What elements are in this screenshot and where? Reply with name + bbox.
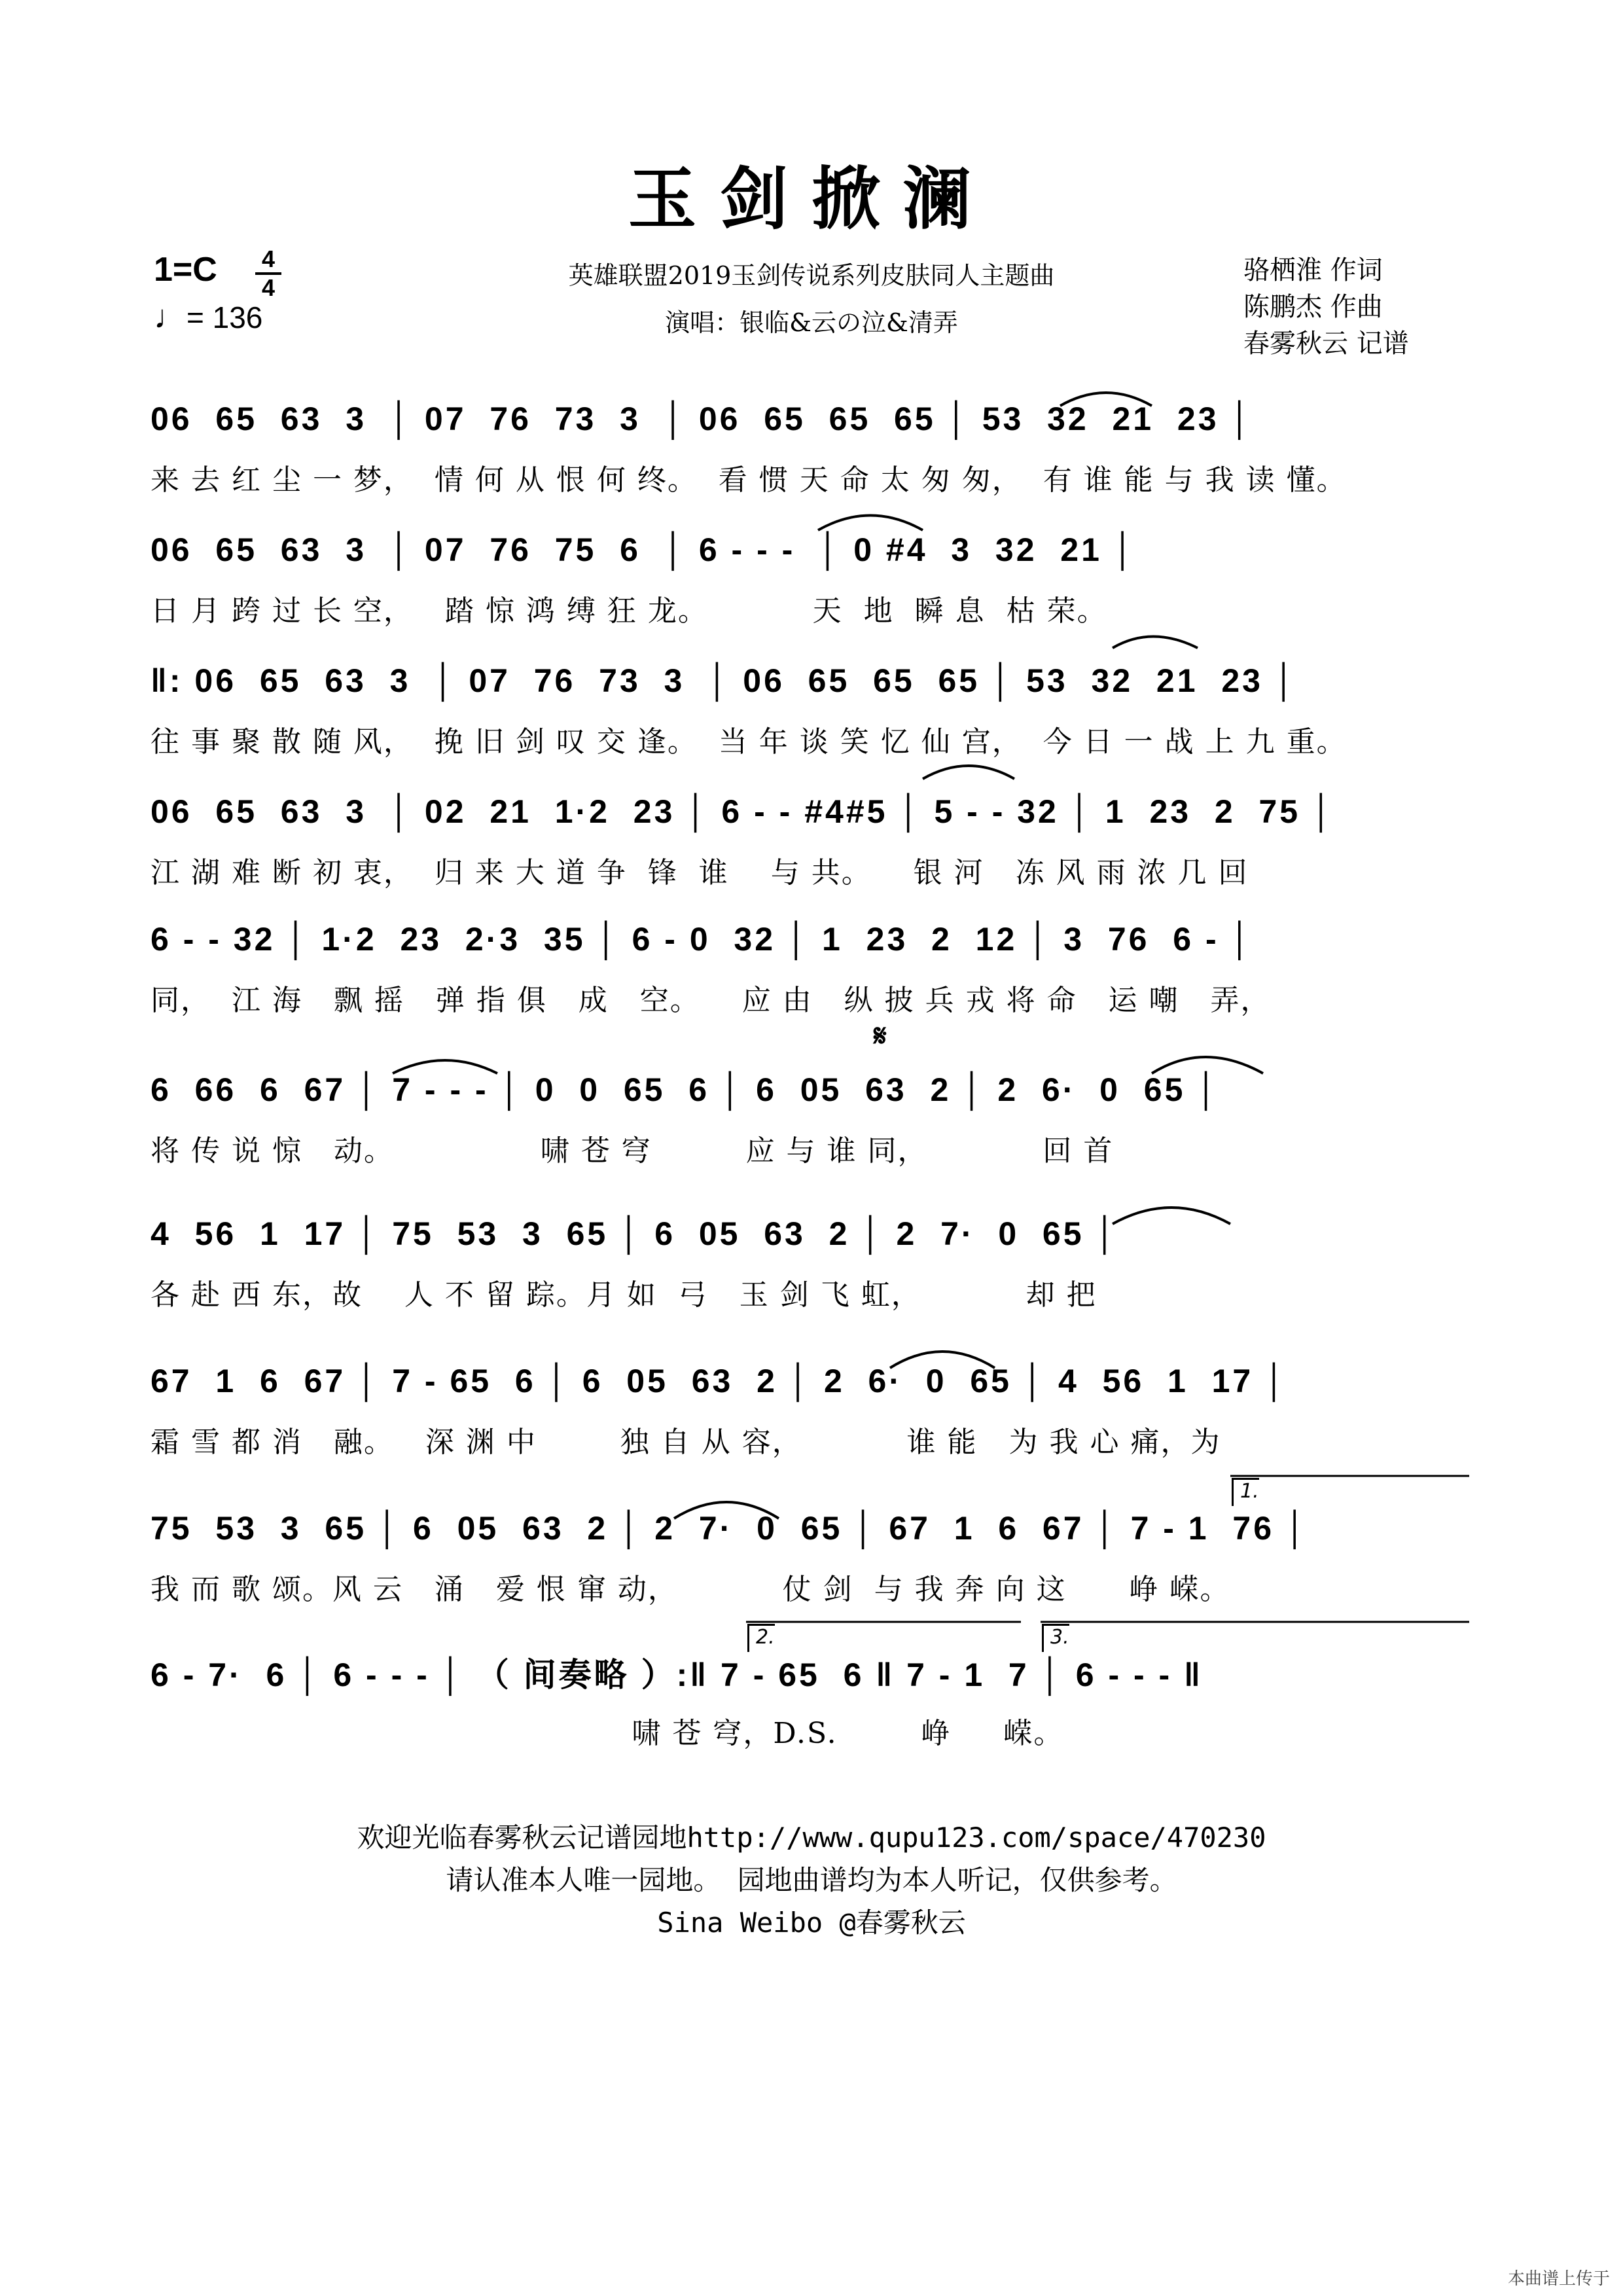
notes-line: 06 65 63 3 │ 02 21 1·2 23 │ 6 - - #4#5 │ 5 - - 32 │ 1 23 2 75 │ [151, 793, 1336, 830]
lyricist-credit: 骆栖淮 作词 [1243, 255, 1383, 285]
notes-line: 06 65 63 3 │ 07 76 73 3 │ 06 65 65 65 │ 53 32 21 23 │ [151, 401, 1254, 437]
notes-line: 6 - - 32 │ 1·2 23 2·3 35 │ 6 - 0 32 │ 1 23 2 12 │ 3 76 6 - │ [151, 921, 1254, 958]
volta-1: 1. [1232, 1478, 1259, 1506]
lyrics-line: 各 赴 西 东，故 人 不 留 踪。月 如 弓 玉 剑 飞 虹， 却 把 [151, 1278, 1097, 1312]
time-signature-top: 4 [261, 245, 276, 272]
tempo-value: = 136 [187, 300, 263, 334]
key-signature: 1=C [154, 251, 217, 289]
subtitle: 英雄联盟2019玉剑传说系列皮肤同人主题曲 [568, 261, 1055, 290]
footer-line-1: 欢迎光临春雾秋云记谱园地http://www.qupu123.com/space/470230 [357, 1821, 1266, 1854]
score-row [151, 527, 1472, 629]
score-row [151, 1505, 1472, 1607]
notes-line: 6 66 6 67 │ 7 - - - │ 0 0 65 6 │ 6 05 63 2 │ 2 6· 0 65 │ [151, 1071, 1221, 1108]
score-row [151, 916, 1472, 1018]
lyrics-line: 日 月 跨 过 长 空， 踏 惊 鸿 缚 狂 龙。 天 地 瞬 息 枯 荣。 [151, 594, 1107, 628]
lyrics-line: 往 事 聚 散 随 风， 挽 旧 剑 叹 交 逢。 当 年 谈 笑 忆 仙 宫， 今 日 一 战 上 九 重。 [151, 725, 1347, 759]
lyrics-line: 啸 苍 穹，D.S. 峥 嵘。 [151, 1717, 1064, 1750]
lyrics-line: 将 传 说 惊 动。 啸 苍 穹 应 与 谁 同， 回 首 [151, 1134, 1114, 1168]
lyrics-line: 来 去 红 尘 一 梦， 情 何 从 恨 何 终。 看 惯 天 命 太 匆 匆， 有 谁 能 与 我 读 懂。 [151, 463, 1347, 497]
song-title: 玉剑掀澜 [628, 158, 995, 239]
score-row [151, 1067, 1472, 1169]
lyrics-line: 我 而 歌 颂。风 云 涌 爱 恨 窜 动， 仗 剑 与 我 奔 向 这 峥 嵘。 [151, 1573, 1230, 1606]
score-row [151, 1211, 1472, 1313]
score-row [151, 396, 1472, 498]
notes-line: 67 1 6 67 │ 7 - 65 6 │ 6 05 63 2 │ 2 6· 0 65 │ 4 56 1 17 │ [151, 1363, 1289, 1399]
footer-line-2: 请认准本人唯一园地。 园地曲谱均为本人听记，仅供参考。 [446, 1864, 1177, 1896]
slur [1113, 637, 1198, 649]
lyrics-line: 同， 江 海 飘 摇 弹 指 俱 成 空。 应 由 纵 披 兵 戎 将 命 运 嘲 弄， [151, 984, 1271, 1017]
singers: 演唱：银临&云の泣&清弄 [665, 308, 958, 337]
notes-line: 75 53 3 65 │ 6 05 63 2 │ 2 7· 0 65 │ 67 1 6 67 │ 7 - 1 76 │ [151, 1510, 1310, 1547]
score-row [151, 789, 1472, 891]
lyrics-line: 霜 雪 都 消 融。 深 渊 中 独 自 从 容， 谁 能 为 我 心 痛，为 [151, 1426, 1221, 1459]
footer-line-3: Sina Weibo @春雾秋云 [657, 1907, 966, 1939]
segno-sign: 𝄋 [874, 1018, 887, 1053]
volta-2: 2. [747, 1624, 775, 1652]
lyrics-line: 江 湖 难 断 初 衷， 归 来 大 道 争 锋 谁 与 共。 银 河 冻 风 雨 浓 几 回 [151, 856, 1249, 889]
notes-line: 4 56 1 17 │ 75 53 3 65 │ 6 05 63 2 │ 2 7· 0 65 │ [151, 1215, 1119, 1252]
volta-3: 3. [1042, 1624, 1069, 1652]
score-row [151, 1358, 1472, 1460]
notes-line: 06 65 63 3 │ 07 76 75 6 │ 6 - - - │ 0 #4 3 32 21 │ [151, 531, 1137, 568]
score-row [151, 1649, 1472, 1751]
slur [923, 766, 1014, 779]
time-signature-bottom: 4 [261, 274, 276, 301]
notes-line: ‖: 06 65 63 3 │ 07 76 73 3 │ 06 65 65 65 │ 53 32 21 23 │ [151, 662, 1298, 699]
quarter-note-icon: ♩ [154, 298, 187, 335]
notes-line: 6 - 7· 6 │ 6 - - - │ （ 间奏略 ）:‖ 7 - 65 6 ‖ 7 - 1 7 │ 6 - - - ‖ [151, 1657, 1203, 1693]
transcriber-credit: 春雾秋云 记谱 [1243, 329, 1409, 359]
watermark: 本曲谱上传于 [1507, 2269, 1610, 2289]
score-row [151, 658, 1472, 760]
composer-credit: 陈鹏杰 作曲 [1243, 292, 1383, 322]
credits [1243, 252, 1409, 362]
